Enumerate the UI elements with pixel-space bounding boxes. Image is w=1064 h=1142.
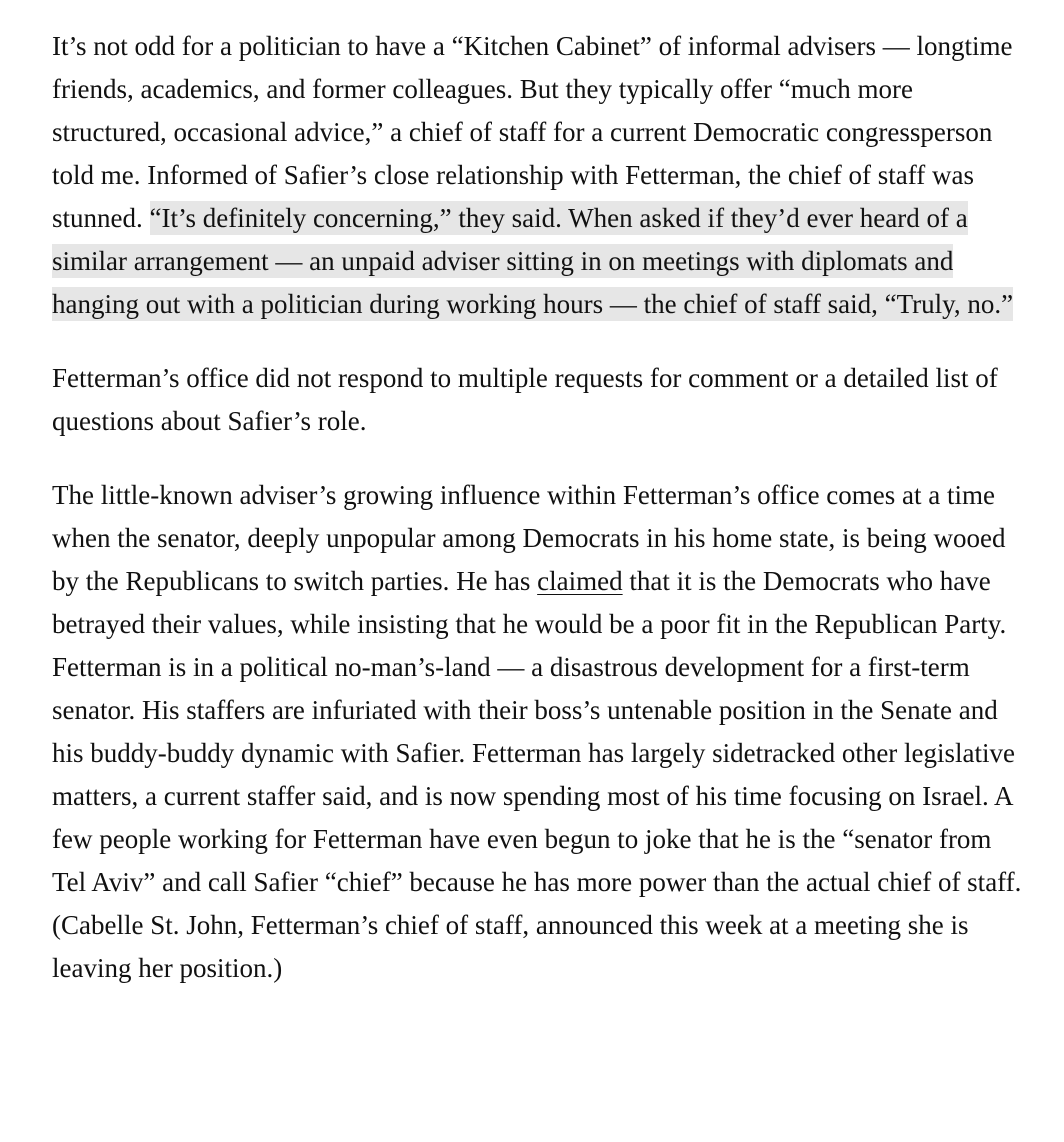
paragraph-no-response <box>52 357 1027 443</box>
paragraph-text: It’s not odd for a politician to have a “Kitchen Cabinet” of informal advisers — longtime friends, academics, and former colleagues. But they typically offer “much more structured, occasional advice,” a chief of staff for a current Democratic congressperson told me. Informed of Safier’s close relationship with Fetterman, the chief of staff was stunned. <box>52 31 1013 233</box>
claimed-link[interactable]: claimed <box>537 566 623 596</box>
paragraph-text: The little-known adviser’s growing influence within Fetterman’s office comes at a time when the senator, deeply unpopular among Democrats in his home state, is being wooed by the Republicans to switch parties. He has <box>52 480 1006 596</box>
article-body <box>52 25 1027 1021</box>
paragraph-text: Fetterman’s office did not respond to multiple requests for comment or a detailed list of questions about Safier’s role. <box>52 363 998 436</box>
paragraph-text: that it is the Democrats who have betrayed their values, while insisting that he would be a poor fit in the Republican Party. Fetterman is in a political no-man’s-land — a disastrous development for a first-term senator. His staffers are infuriated with their boss’s untenable position in the Senate and his buddy-buddy dynamic with Safier. Fetterman has largely sidetracked other legislative matters, a current staffer said, and is now spending most of his time focusing on Israel. A few people working for Fetterman have even begun to joke that he is the “senator from Tel Aviv” and call Safier “chief” because he has more power than the actual chief of staff. (Cabelle St. John, Fetterman’s chief of staff, announced this week at a meeting she is leaving her position.) <box>52 566 1022 983</box>
paragraph-growing-influence <box>52 474 1027 990</box>
paragraph-kitchen-cabinet <box>52 25 1027 326</box>
highlighted-quote[interactable]: “It’s definitely concerning,” they said. When asked if they’d ever heard of a similar arrangement — an unpaid adviser sitting in on meetings with diplomats and hanging out with a politician during working hours — the chief of staff said, “Truly, no.” <box>52 203 1014 319</box>
